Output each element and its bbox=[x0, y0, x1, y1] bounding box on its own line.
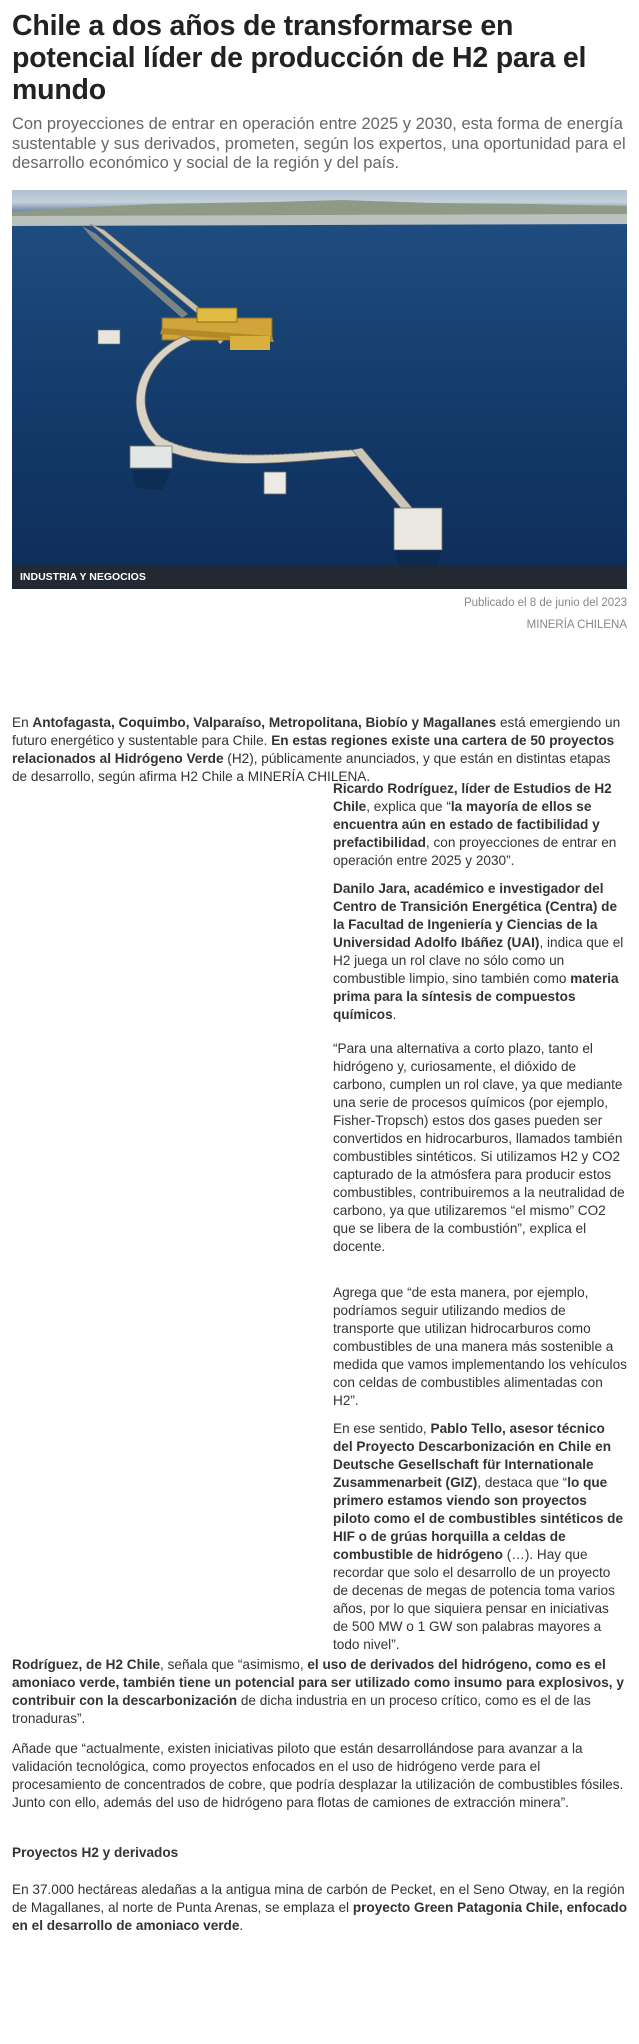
bold-text-run: materia prima para la síntesis de compuestos químicos bbox=[333, 971, 619, 1022]
text-run: , explica que “ bbox=[366, 799, 451, 814]
text-run: Agrega que “de esta manera, por ejemplo, podríamos seguir utilizando medios de transporte que utilizan hidrocarburos como combustibles de una manera más sostenible a medida que vamos implementando los vehículos con celdas de combustibles alimentadas con H2”. bbox=[333, 1285, 627, 1408]
bold-text-run: Rodríguez, de H2 Chile bbox=[12, 1657, 161, 1672]
bold-text-run: Ricardo Rodríguez, líder de Estudios de H2 Chile bbox=[333, 781, 612, 814]
text-run: , señala que “asimismo, bbox=[160, 1657, 308, 1672]
bold-text-run: el uso de derivados del hidrógeno, como es el amoniaco verde, también tiene un potencial para ser utilizado como insumo para explosivos, y contribuir con la descarbonización bbox=[12, 1657, 624, 1708]
bold-text-run: Pablo Tello, asesor técnico del Proyecto Descarbonización en Chile en Deutsche Gesellschaft für Internationale Zusammenarbeit (GIZ) bbox=[333, 1421, 611, 1490]
hero-image bbox=[12, 190, 627, 589]
paragraph-green-patagonia bbox=[12, 1881, 627, 1935]
text-run: (…). Hay que recordar que solo el desarrollo de un proyecto de decenas de megas de potencia toma varios años, por lo que siquiera pensar en iniciativas de 500 MW o 1 GW son palabras mayores a todo nivel”. bbox=[333, 1547, 615, 1652]
pier-photo-illustration bbox=[12, 190, 627, 589]
text-run: , indica que el H2 juega un rol clave no sólo como un combustible limpio, sino también como bbox=[333, 935, 624, 986]
bold-text-run: Danilo Jara, académico e investigador del Centro de Transición Energética (Centra) de la Facultad de Ingeniería y Ciencias de la Universidad Adolfo Ibáñez (UAI) bbox=[333, 881, 618, 950]
bold-text-run: la mayoría de ellos se encuentra aún en estado de factibilidad y prefactibilidad bbox=[333, 799, 600, 850]
paragraph-pilotos bbox=[12, 1740, 627, 1812]
paragraph-jara bbox=[333, 880, 627, 1024]
paragraph-rodriguez bbox=[333, 780, 627, 870]
text-run: Añade que “actualmente, existen iniciativas piloto que están desarrollándose para avanzar a la validación tecnológica, como proyectos enfocados en el uso de hidrógeno verde para el procesamiento de concentrados de cobre, que podría desplazar la utilización de combustibles fósiles. Junto con ello, además del uso de hidrógeno para flotas de camiones de extracción minera”. bbox=[12, 1741, 624, 1810]
bold-text-run: En estas regiones existe una cartera de 50 proyectos relacionados al Hidrógeno Verde bbox=[12, 733, 615, 766]
text-run: “Para una alternativa a corto plazo, tanto el hidrógeno y, curiosamente, el dióxido de carbono, cumplen un rol clave, ya que mediante una serie de procesos químicos (por ejemplo, Fisher-Tropsch) estos dos gases pueden ser convertidos en hidrocarburos, llamados también combustibles sintéticos. Si utilizamos H2 y CO2 capturado de la atmósfera para producir estos combustibles, contribuiremos a la neutralidad de carbono, ya que utilizaremos “el mismo” CO2 que se libera de la combustión”, explica el docente. bbox=[333, 1041, 625, 1254]
text-run: , destaca que “ bbox=[477, 1475, 568, 1490]
text-run: . bbox=[239, 1918, 244, 1933]
article-subtitle: Con proyecciones de entrar en operación entre 2025 y 2030, esta forma de energía sustentable y sus derivados, prometen, según los expertos, una oportunidad para el desarrollo económico y social de la región y del país. bbox=[12, 115, 626, 172]
paragraph-tello bbox=[333, 1420, 627, 1654]
text-run: (H2), públicamente anunciados, y que están en distintas etapas de desarrollo, según afirma H2 Chile a MINERÍA CHILENA. bbox=[12, 751, 611, 784]
text-run: En ese sentido, bbox=[333, 1421, 431, 1436]
text-run: En bbox=[12, 715, 33, 730]
article-title: Chile a dos años de transformarse en potencial líder de producción de H2 para el mundo bbox=[12, 10, 587, 106]
paragraph-intro bbox=[12, 714, 627, 786]
category-tag[interactable]: INDUSTRIA Y NEGOCIOS bbox=[12, 565, 627, 589]
text-run: está emergiendo un futuro energético y sustentable para Chile. bbox=[12, 715, 621, 748]
text-run: . bbox=[392, 1007, 397, 1022]
section-heading: Proyectos H2 y derivados bbox=[12, 1845, 179, 1860]
source-name: MINERÍA CHILENA bbox=[526, 618, 627, 631]
publish-date: Publicado el 8 de junio del 2023 bbox=[463, 596, 627, 609]
text-run: En 37.000 hectáreas aledañas a la antigua mina de carbón de Pecket, en el Seno Otway, en la región de Magallanes, al norte de Punta Arenas, se emplaza el bbox=[12, 1882, 625, 1915]
bold-text-run: lo que primero estamos viendo son proyectos piloto como el de combustibles sintéticos de HIF o de grúas horquilla a celdas de combustible de hidrógeno bbox=[333, 1475, 624, 1562]
paragraph-quote-jara bbox=[333, 1040, 627, 1256]
paragraph-derivados bbox=[12, 1656, 627, 1728]
bold-text-run: Antofagasta, Coquimbo, Valparaíso, Metropolitana, Biobío y Magallanes bbox=[32, 715, 497, 730]
bold-text-run: proyecto Green Patagonia Chile, enfocado en el desarrollo de amoniaco verde bbox=[12, 1900, 628, 1933]
paragraph-agrega bbox=[333, 1284, 627, 1410]
text-run: de dicha industria en un proceso crítico, como es el de las tronaduras”. bbox=[12, 1693, 591, 1726]
text-run: , con proyecciones de entrar en operación entre 2025 y 2030”. bbox=[333, 835, 617, 868]
